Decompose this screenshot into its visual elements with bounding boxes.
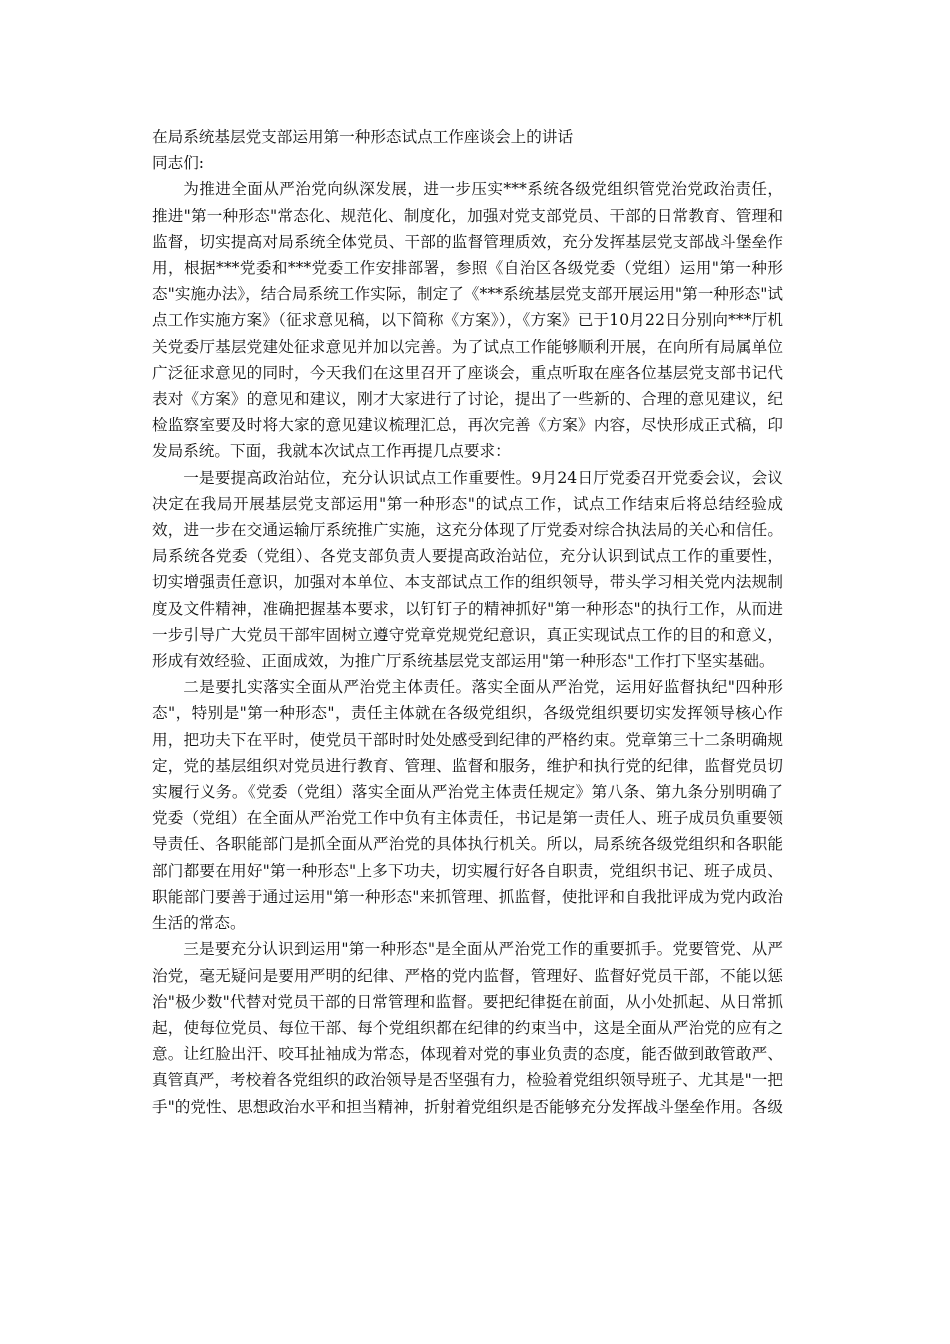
document-title: 在局系统基层党支部运用第一种形态试点工作座谈会上的讲话 — [152, 128, 574, 146]
document-body — [152, 124, 783, 1120]
salutation: 同志们: — [152, 154, 205, 173]
paragraph-intro: 为推进全面从严治党向纵深发展，进一步压实***系统各级党组织管党治党政治责任，推进"第一种形态"常态化、规范化、制度化，加强对党支部党员、干部的日常教育、管理和监督，切实提高对局系统全体党员、干部的监督管理质效，充分发挥基层党支部战斗堡垒作用，根据***党委和***党委工作安排部署，参照《自治区各级党委（党组）运用"第一种形态"实施办法》，结合局系统工作实际，制定了《***系统基层党支部开展运用"第一种形态"试点工作实施方案》（征求意见稿，以下简称《方案》），《方案》已于10月22日分别向***厅机关党委厅基层党建处征求意见并加以完善。为了试点工作能够顺利开展，在向所有局属单位广泛征求意见的同时，今天我们在这里召开了座谈会，重点听取在座各位基层党支部书记代表对《方案》的意见和建议，刚才大家进行了讨论，提出了一些新的、合理的意见建议，纪检监察室要及时将大家的意见建议梳理汇总，再次完善《方案》内容，尽快形成正式稿，印发局系统。下面，我就本次试点工作再提几点要求： — [152, 180, 783, 461]
paragraph-requirement-3: 三是要充分认识到运用"第一种形态"是全面从严治党工作的重要抓手。党要管党、从严治党，毫无疑问是要用严明的纪律、严格的党内监督，管理好、监督好党员干部，不能以惩治"极少数"代替对党员干部的日常管理和监督。要把纪律挺在前面，从小处抓起、从日常抓起，使每位党员、每位干部、每个党组织都在纪律的约束当中，这是全面从严治党的应有之意。让红脸出汗、咬耳扯袖成为常态，体现着对党的事业负责的态度，能否做到敢管敢严、真管真严，考校着各党组织的政治领导是否坚强有力，检验着党组织领导班子、尤其是"一把手"的党性、思想政治水平和担当精神，折射着党组织是否能够充分发挥战斗堡垒作用。各级 — [152, 940, 783, 1116]
paragraph-requirement-2: 二是要扎实落实全面从严治党主体责任。落实全面从严治党，运用好监督执纪"四种形态"，特别是"第一种形态"，责任主体就在各级党组织，各级党组织要切实发挥领导核心作用，把功夫下在平时，使党员干部时时处处感受到纪律的严格约束。党章第三十二条明确规定，党的基层组织对党员进行教育、管理、监督和服务，维护和执行党的纪律，监督党员切实履行义务。《党委（党组）落实全面从严治党主体责任规定》第八条、第九条分别明确了党委（党组）在全面从严治党工作中负有主体责任，书记是第一责任人、班子成员负重要领导责任、各职能部门是抓全面从严治党的具体执行机关。所以，局系统各级党组织和各职能部门都要在用好"第一种形态"上多下功夫，切实履行好各自职责，党组织书记、班子成员、职能部门要善于通过运用"第一种形态"来抓管理、抓监督，使批评和自我批评成为党内政治生活的常态。 — [152, 678, 783, 933]
paragraph-requirement-1: 一是要提高政治站位，充分认识试点工作重要性。9月24日厅党委召开党委会议，会议决定在我局开展基层党支部运用"第一种形态"的试点工作，试点工作结束后将总结经验成效，进一步在交通运输厅系统推广实施，这充分体现了厅党委对综合执法局的关心和信任。局系统各党委（党组）、各党支部负责人要提高政治站位，充分认识到试点工作的重要性，切实增强责任意识，加强对本单位、本支部试点工作的组织领导，带头学习相关党内法规制度及文件精神，准确把握基本要求，以钉钉子的精神抓好"第一种形态"的执行工作，从而进一步引导广大党员干部牢固树立遵守党章党规党纪意识，真正实现试点工作的目的和意义，形成有效经验、正面成效，为推广厅系统基层党支部运用"第一种形态"工作打下坚实基础。 — [152, 468, 783, 671]
